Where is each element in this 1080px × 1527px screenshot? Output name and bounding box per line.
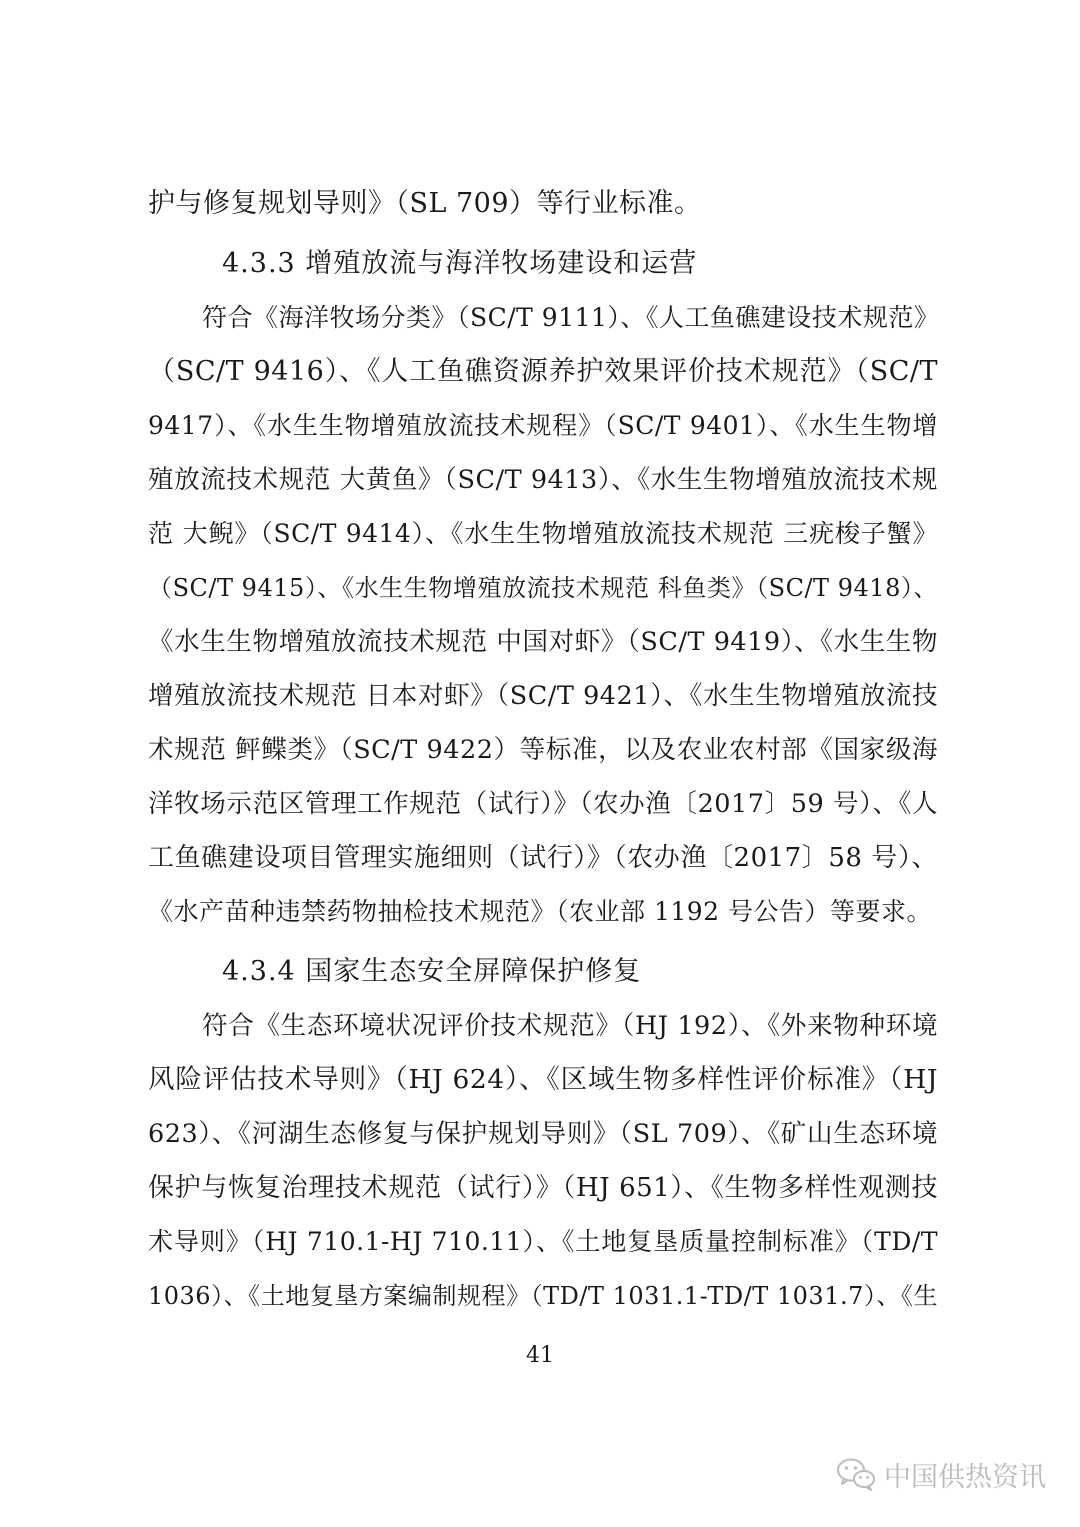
text-line: 1036）、《土地复垦方案编制规程》（TD/T 1031.1-TD/T 1031.7）、《生 <box>148 1282 938 1310</box>
text-line: 殖放流技术规范 大黄鱼》（SC/T 9413）、《水生生物增殖放流技术规 <box>148 465 938 495</box>
watermark <box>836 1452 1046 1496</box>
text-line: 增殖放流技术规范 日本对虾》（SC/T 9421）、《水生生物增殖放流技 <box>148 681 938 711</box>
text-line: 保护与恢复治理技术规范（试行）》（HJ 651）、《生物多样性观测技 <box>148 1173 938 1203</box>
text-line: 符合《海洋牧场分类》（SC/T 9111）、《人工鱼礁建设技术规范》 <box>202 303 940 332</box>
section-heading-4-3-3: 4.3.3 增殖放流与海洋牧场建设和运营 <box>222 248 698 279</box>
text-line: 洋牧场示范区管理工作规范（试行）》（农办渔〔2017〕59 号）、《人 <box>148 789 938 819</box>
text-line: 《水产苗种违禁药物抽检技术规范》（农业部 1192 号公告）等要求。 <box>148 897 933 926</box>
watermark-text: 中国供热资讯 <box>884 1461 1046 1493</box>
text-line: （SC/T 9415）、《水生生物增殖放流技术规范 科鱼类》（SC/T 9418）、 <box>148 574 938 602</box>
text-line: （SC/T 9416）、《人工鱼礁资源养护效果评价技术规范》（SC/T <box>148 356 938 387</box>
text-line: 范 大鲵》（SC/T 9414）、《水生生物增殖放流技术规范 三疣梭子蟹》 <box>148 519 938 548</box>
page-number: 41 <box>526 1343 554 1368</box>
wechat-icon <box>836 1457 876 1491</box>
text-line: 术导则》（HJ 710.1-HJ 710.11）、《土地复垦质量控制标准》（TD/T <box>148 1227 938 1256</box>
text-line: 风险评估技术导则》（HJ 624）、《区域生物多样性评价标准》（HJ <box>148 1064 938 1095</box>
text-line: 符合《生态环境状况评价技术规范》（HJ 192）、《外来物种环境 <box>202 1011 938 1041</box>
section-heading-4-3-4: 4.3.4 国家生态安全屏障保护修复 <box>222 956 642 987</box>
text-line: 《水生生物增殖放流技术规范 中国对虾》（SC/T 9419）、《水生生物 <box>148 627 938 657</box>
text-line: 工鱼礁建设项目管理实施细则（试行）》（农办渔〔2017〕58 号）、 <box>148 843 938 873</box>
text-line: 护与修复规划导则》（SL 709）等行业标准。 <box>148 188 702 219</box>
text-line: 623）、《河湖生态修复与保护规划导则》（SL 709）、《矿山生态环境 <box>148 1119 938 1149</box>
text-line: 术规范 鲆鲽类》（SC/T 9422）等标准，以及农业农村部《国家级海 <box>148 735 938 765</box>
text-line: 9417）、《水生生物增殖放流技术规程》（SC/T 9401）、《水生生物增 <box>148 411 938 440</box>
